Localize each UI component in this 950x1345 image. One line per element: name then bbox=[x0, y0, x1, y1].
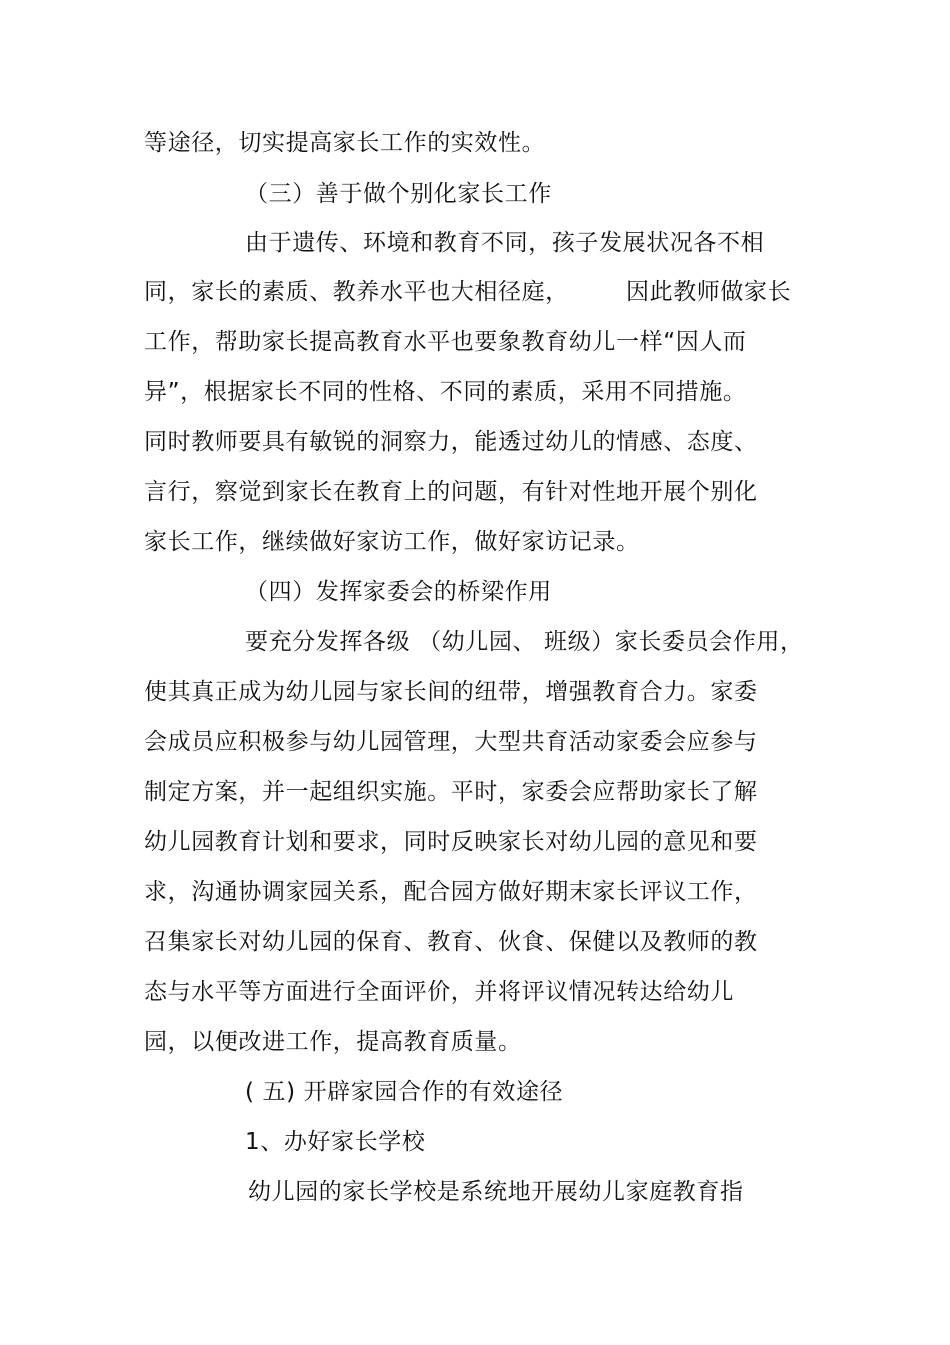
paragraph-line: 要充分发挥各级 （幼儿园、 班级）家长委员会作用， bbox=[245, 629, 804, 655]
paragraph-line-continuation: 因此教师做家长 bbox=[626, 279, 792, 305]
paragraph-line: 制定方案，并一起组织实施。平时，家委会应帮助家长了解 bbox=[144, 779, 758, 805]
paragraph-line: 同时教师要具有敏锐的洞察力，能透过幼儿的情感、态度、 bbox=[144, 429, 758, 455]
paragraph-line: 召集家长对幼儿园的保育、教育、伙食、保健以及教师的教 bbox=[144, 929, 758, 955]
paragraph-line: 态与水平等方面进行全面评价，并将评议情况转达给幼儿 bbox=[144, 979, 734, 1005]
paragraph-line: 幼儿园的家长学校是系统地开展幼儿家庭教育指 bbox=[248, 1179, 744, 1205]
paragraph-line: 由于遗传、环境和教育不同，孩子发展状况各不相 bbox=[245, 230, 765, 256]
paragraph-line: 幼儿园教育计划和要求，同时反映家长对幼儿园的意见和要 bbox=[144, 829, 758, 855]
paragraph-line: 等途径，切实提高家长工作的实效性。 bbox=[144, 130, 546, 156]
paragraph-line: 会成员应积极参与幼儿园管理，大型共育活动家委会应参与 bbox=[144, 729, 758, 755]
section-heading: （三）善于做个别化家长工作 bbox=[245, 181, 552, 207]
paragraph-line: 同，家长的素质、教养水平也大相径庭， bbox=[144, 279, 569, 305]
paragraph-line: 求，沟通协调家园关系，配合园方做好期末家长评议工作， bbox=[144, 879, 758, 905]
paragraph-line: 工作，帮助家长提高教育水平也要象教育幼儿一样“因人而 bbox=[144, 329, 747, 355]
paragraph-line: 园，以便改进工作，提高教育质量。 bbox=[144, 1029, 522, 1055]
section-heading: ( 五) 开辟家园合作的有效途径 bbox=[245, 1079, 564, 1105]
section-heading: （四）发挥家委会的桥梁作用 bbox=[245, 579, 552, 605]
paragraph-line: 异”，根据家长不同的性格、不同的素质，采用不同措施。 bbox=[144, 379, 747, 405]
paragraph-line: 使其真正成为幼儿园与家长间的纽带，增强教育合力。家委 bbox=[144, 679, 758, 705]
paragraph-line: 言行，察觉到家长在教育上的问题，有针对性地开展个别化 bbox=[144, 479, 758, 505]
paragraph-line: 家长工作，继续做好家访工作，做好家访记录。 bbox=[144, 529, 640, 555]
subsection-heading: 1、办好家长学校 bbox=[245, 1129, 426, 1155]
